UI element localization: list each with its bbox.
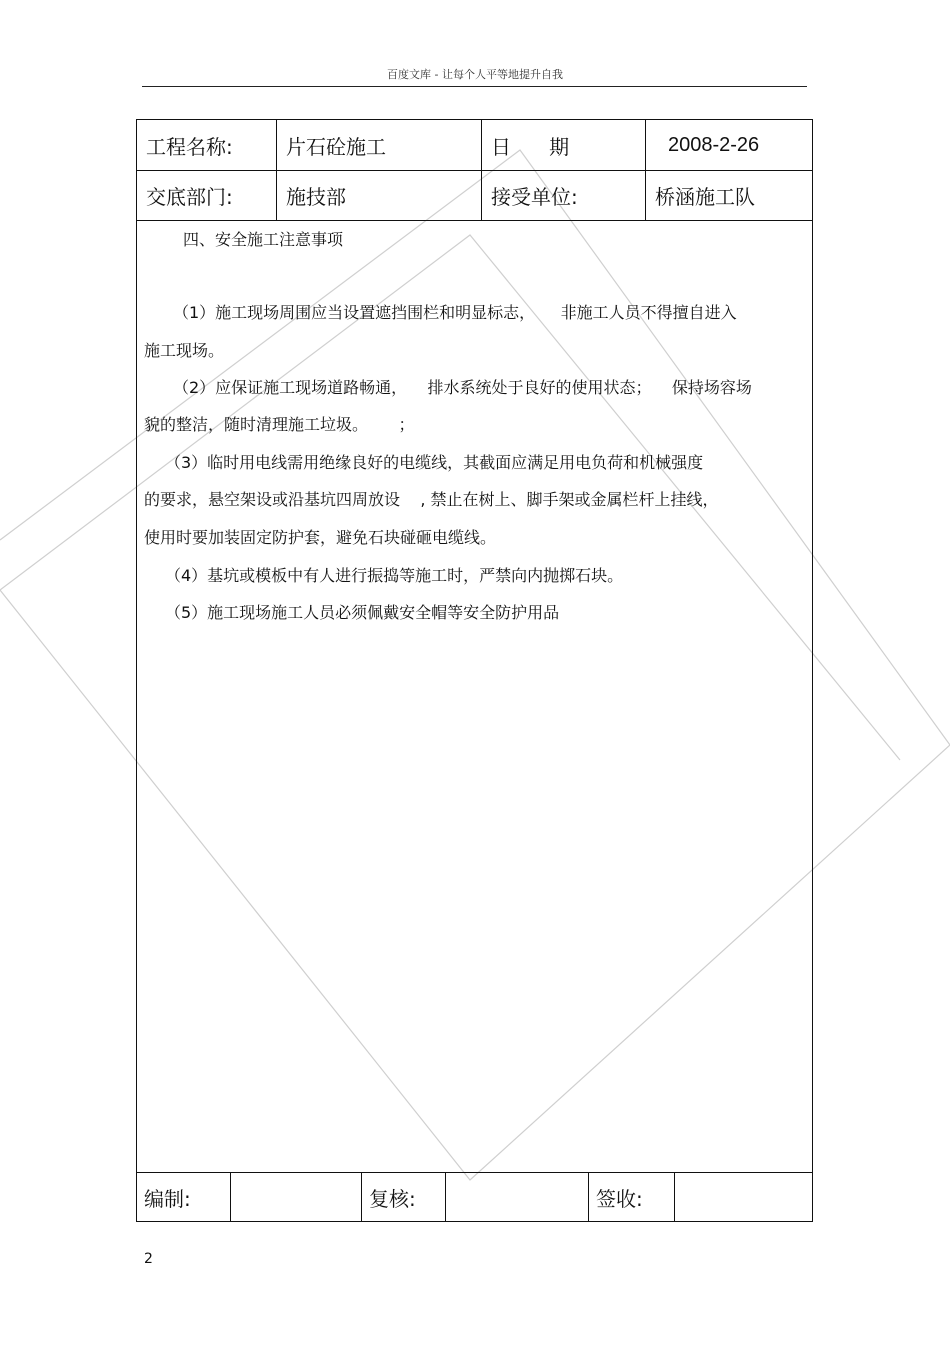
date-value: 2008-2-26 (668, 133, 760, 156)
page-number: 2 (144, 1251, 153, 1267)
content-line: （3）临时用电线需用绝缘良好的电缆线，其截面应满足用电负荷和机械强度 (165, 453, 704, 472)
form-row-project (137, 120, 812, 171)
review-label: 复核: (362, 1173, 446, 1222)
compile-label: 编制: (137, 1173, 231, 1222)
project-name-value: 片石砼施工 (277, 120, 482, 170)
receiving-unit-label: 接受单位: (482, 171, 646, 220)
content-line: （4）基坑或模板中有人进行振捣等施工时，严禁向内抛掷石块。 (165, 566, 624, 585)
form-row-department (137, 171, 812, 221)
department-value: 施技部 (277, 171, 482, 220)
department-label: 交底部门: (137, 171, 277, 220)
section-heading: 四、安全施工注意事项 (183, 230, 344, 249)
date-label: 日 期 (482, 120, 646, 170)
form-row-signatures (137, 1172, 812, 1222)
content-line: 施工现场。 (144, 341, 225, 360)
sign-value (675, 1173, 812, 1222)
content-line: （2）应保证施工现场道路畅通， 排水系统处于良好的使用状态； 保持场容场 (173, 378, 752, 397)
form-content (137, 221, 812, 1173)
sign-label: 签收: (589, 1173, 675, 1222)
project-name-label: 工程名称: (137, 120, 277, 170)
content-line: 的要求，悬空架设或沿基坑四周放设 , 禁止在树上、脚手架或金属栏杆上挂线， (144, 490, 719, 509)
compile-value (231, 1173, 362, 1222)
content-line: 使用时要加装固定防护套，避免石块碰砸电缆线。 (144, 528, 497, 547)
content-line: （5）施工现场施工人员必须佩戴安全帽等安全防护用品 (165, 603, 560, 622)
review-value (446, 1173, 589, 1222)
page-header: 百度文库 - 让每个人平等地提升自我 (387, 68, 563, 81)
receiving-unit-value: 桥涵施工队 (655, 185, 755, 209)
disclosure-form (136, 119, 813, 1222)
content-line: 貌的整洁，随时清理施工垃圾。 ； (144, 415, 415, 434)
header-divider (142, 86, 807, 87)
content-line: （1）施工现场周围应当设置遮挡围栏和明显标志， 非施工人员不得擅自进入 (173, 303, 737, 322)
